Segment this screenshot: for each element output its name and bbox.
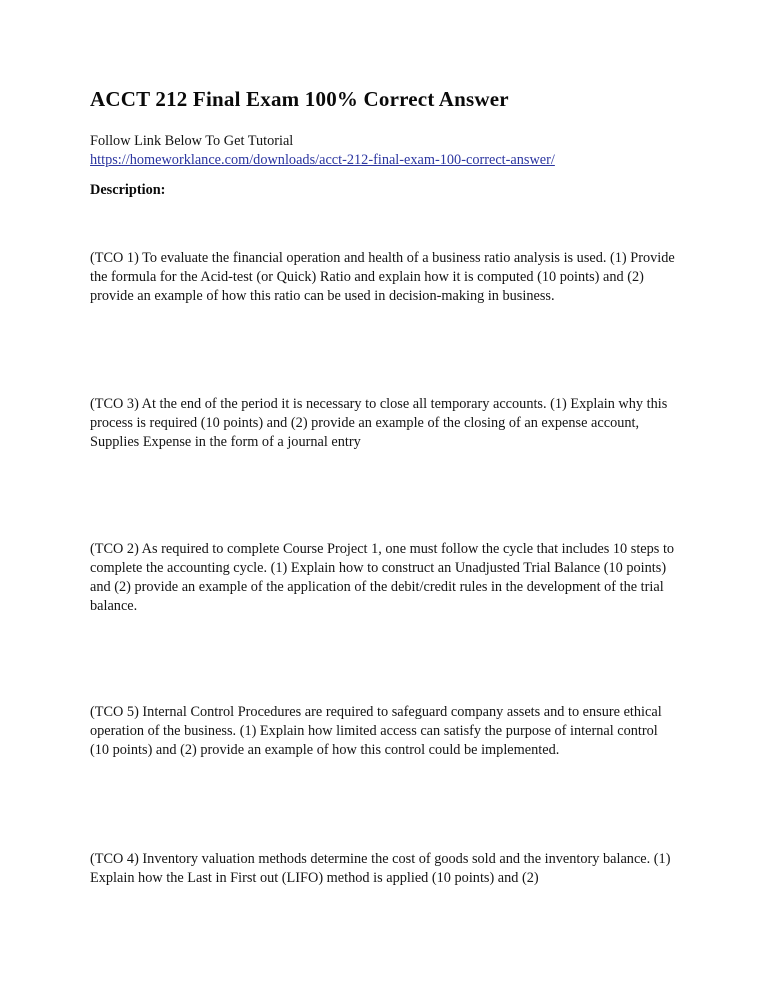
document-content	[90, 86, 678, 888]
tutorial-link[interactable]: https://homeworklance.com/downloads/acct-212-final-exam-100-correct-answer/	[90, 152, 555, 168]
exam-question-tco5: (TCO 5) Internal Control Procedures are required to safeguard company assets and to ensure ethical operation of the business. (1) Explain how limited access can satisfy the purpose of internal control (10 points) and (2) provide an example of how this control could be implemented.	[90, 704, 662, 758]
page-title: ACCT 212 Final Exam 100% Correct Answer	[90, 87, 509, 111]
exam-question-tco4: (TCO 4) Inventory valuation methods determine the cost of goods sold and the inventory balance. (1) Explain how the Last in First out (LIFO) method is applied (10 points) and (2)	[90, 851, 671, 886]
exam-question-tco2: (TCO 2) As required to complete Course Project 1, one must follow the cycle that includes 10 steps to complete the accounting cycle. (1) Explain how to construct an Unadjusted Trial Balance (10 points) and (2) provide an example of the application of the debit/credit rules in the development of the trial balance.	[90, 541, 675, 614]
exam-question-tco3: (TCO 3) At the end of the period it is necessary to close all temporary accounts. (1) Explain why this process is required (10 points) and (2) provide an example of the closing of an expense account, Supplies Expense in the form of a journal entry	[90, 396, 668, 450]
follow-link-text: Follow Link Below To Get Tutorial	[90, 133, 294, 149]
follow-link-block	[90, 132, 678, 170]
description-label: Description:	[90, 182, 166, 198]
exam-question-tco1: (TCO 1) To evaluate the financial operation and health of a business ratio analysis is used. (1) Provide the formula for the Acid-test (or Quick) Ratio and explain how it is computed (10 points) and (2) provide an example of how this ratio can be used in decision-making in business.	[90, 250, 675, 304]
